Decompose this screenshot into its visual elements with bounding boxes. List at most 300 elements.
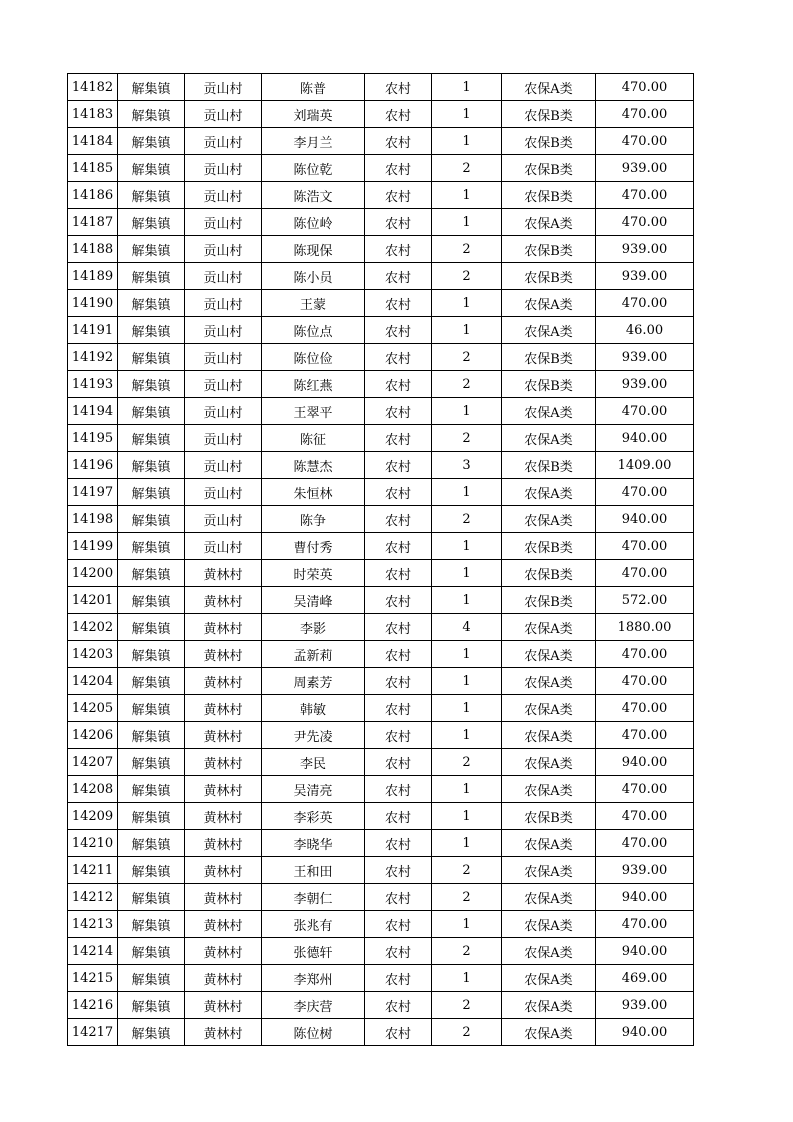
name-cell: 陈红燕: [262, 371, 365, 398]
household-size-cell: 1: [432, 128, 502, 155]
area-type-cell: 农村: [365, 857, 432, 884]
town-cell: 解集镇: [118, 965, 185, 992]
town-cell: 解集镇: [118, 722, 185, 749]
table-row: [68, 938, 694, 965]
amount-cell: 470.00: [596, 128, 694, 155]
amount-cell: 470.00: [596, 182, 694, 209]
table-row: [68, 1019, 694, 1046]
area-type-cell: 农村: [365, 614, 432, 641]
category-cell: 农保A类: [502, 884, 596, 911]
village-cell: 黄林村: [185, 938, 262, 965]
town-cell: 解集镇: [118, 128, 185, 155]
area-type-cell: 农村: [365, 560, 432, 587]
name-cell: 曹付秀: [262, 533, 365, 560]
category-cell: 农保B类: [502, 344, 596, 371]
name-cell: 王和田: [262, 857, 365, 884]
amount-cell: 939.00: [596, 344, 694, 371]
amount-cell: 470.00: [596, 533, 694, 560]
household-size-cell: 1: [432, 479, 502, 506]
name-cell: 陈争: [262, 506, 365, 533]
town-cell: 解集镇: [118, 587, 185, 614]
name-cell: 陈征: [262, 425, 365, 452]
village-cell: 黄林村: [185, 776, 262, 803]
amount-cell: 939.00: [596, 236, 694, 263]
household-size-cell: 1: [432, 722, 502, 749]
household-size-cell: 1: [432, 101, 502, 128]
category-cell: 农保A类: [502, 911, 596, 938]
village-cell: 黄林村: [185, 560, 262, 587]
town-cell: 解集镇: [118, 884, 185, 911]
category-cell: 农保A类: [502, 506, 596, 533]
serial-number-cell: 14191: [68, 317, 118, 344]
name-cell: 时荣英: [262, 560, 365, 587]
amount-cell: 1880.00: [596, 614, 694, 641]
category-cell: 农保A类: [502, 776, 596, 803]
area-type-cell: 农村: [365, 884, 432, 911]
village-cell: 贡山村: [185, 101, 262, 128]
name-cell: 张德轩: [262, 938, 365, 965]
town-cell: 解集镇: [118, 74, 185, 101]
table-row: [68, 263, 694, 290]
name-cell: 周素芳: [262, 668, 365, 695]
household-size-cell: 2: [432, 155, 502, 182]
category-cell: 农保A类: [502, 425, 596, 452]
village-cell: 黄林村: [185, 587, 262, 614]
amount-cell: 469.00: [596, 965, 694, 992]
amount-cell: 940.00: [596, 1019, 694, 1046]
amount-cell: 46.00: [596, 317, 694, 344]
category-cell: 农保B类: [502, 452, 596, 479]
serial-number-cell: 14214: [68, 938, 118, 965]
household-size-cell: 2: [432, 371, 502, 398]
village-cell: 贡山村: [185, 452, 262, 479]
area-type-cell: 农村: [365, 128, 432, 155]
town-cell: 解集镇: [118, 614, 185, 641]
category-cell: 农保B类: [502, 155, 596, 182]
category-cell: 农保B类: [502, 128, 596, 155]
household-size-cell: 2: [432, 992, 502, 1019]
name-cell: 李晓华: [262, 830, 365, 857]
name-cell: 陈普: [262, 74, 365, 101]
village-cell: 贡山村: [185, 128, 262, 155]
serial-number-cell: 14198: [68, 506, 118, 533]
amount-cell: 939.00: [596, 155, 694, 182]
table-row: [68, 776, 694, 803]
area-type-cell: 农村: [365, 425, 432, 452]
category-cell: 农保A类: [502, 938, 596, 965]
household-size-cell: 1: [432, 317, 502, 344]
name-cell: 刘瑞英: [262, 101, 365, 128]
household-size-cell: 1: [432, 911, 502, 938]
village-cell: 黄林村: [185, 884, 262, 911]
household-size-cell: 2: [432, 425, 502, 452]
area-type-cell: 农村: [365, 992, 432, 1019]
table-row: [68, 398, 694, 425]
household-size-cell: 1: [432, 587, 502, 614]
village-cell: 黄林村: [185, 830, 262, 857]
name-cell: 陈现保: [262, 236, 365, 263]
area-type-cell: 农村: [365, 641, 432, 668]
town-cell: 解集镇: [118, 560, 185, 587]
serial-number-cell: 14185: [68, 155, 118, 182]
area-type-cell: 农村: [365, 1019, 432, 1046]
village-cell: 贡山村: [185, 290, 262, 317]
category-cell: 农保B类: [502, 101, 596, 128]
category-cell: 农保A类: [502, 317, 596, 344]
area-type-cell: 农村: [365, 803, 432, 830]
amount-cell: 940.00: [596, 425, 694, 452]
table-row: [68, 155, 694, 182]
category-cell: 农保B类: [502, 560, 596, 587]
household-size-cell: 1: [432, 695, 502, 722]
town-cell: 解集镇: [118, 209, 185, 236]
category-cell: 农保B类: [502, 533, 596, 560]
town-cell: 解集镇: [118, 830, 185, 857]
serial-number-cell: 14206: [68, 722, 118, 749]
category-cell: 农保A类: [502, 749, 596, 776]
name-cell: 陈慧杰: [262, 452, 365, 479]
area-type-cell: 农村: [365, 938, 432, 965]
category-cell: 农保A类: [502, 965, 596, 992]
table-row: [68, 560, 694, 587]
table-row: [68, 344, 694, 371]
records-table-body: [68, 74, 694, 1046]
serial-number-cell: 14216: [68, 992, 118, 1019]
household-size-cell: 1: [432, 182, 502, 209]
village-cell: 黄林村: [185, 857, 262, 884]
name-cell: 李朝仁: [262, 884, 365, 911]
village-cell: 贡山村: [185, 425, 262, 452]
area-type-cell: 农村: [365, 668, 432, 695]
area-type-cell: 农村: [365, 182, 432, 209]
category-cell: 农保A类: [502, 695, 596, 722]
area-type-cell: 农村: [365, 74, 432, 101]
household-size-cell: 1: [432, 641, 502, 668]
serial-number-cell: 14189: [68, 263, 118, 290]
household-size-cell: 1: [432, 668, 502, 695]
category-cell: 农保A类: [502, 290, 596, 317]
village-cell: 贡山村: [185, 506, 262, 533]
village-cell: 黄林村: [185, 992, 262, 1019]
name-cell: 李郑州: [262, 965, 365, 992]
table-row: [68, 911, 694, 938]
area-type-cell: 农村: [365, 290, 432, 317]
table-row: [68, 479, 694, 506]
serial-number-cell: 14203: [68, 641, 118, 668]
serial-number-cell: 14196: [68, 452, 118, 479]
category-cell: 农保A类: [502, 1019, 596, 1046]
area-type-cell: 农村: [365, 101, 432, 128]
records-table: [67, 73, 694, 1046]
table-row: [68, 857, 694, 884]
town-cell: 解集镇: [118, 803, 185, 830]
name-cell: 李彩英: [262, 803, 365, 830]
village-cell: 黄林村: [185, 749, 262, 776]
village-cell: 黄林村: [185, 614, 262, 641]
amount-cell: 470.00: [596, 290, 694, 317]
village-cell: 黄林村: [185, 803, 262, 830]
table-row: [68, 884, 694, 911]
area-type-cell: 农村: [365, 830, 432, 857]
household-size-cell: 2: [432, 884, 502, 911]
amount-cell: 470.00: [596, 560, 694, 587]
amount-cell: 470.00: [596, 776, 694, 803]
household-size-cell: 1: [432, 209, 502, 236]
serial-number-cell: 14208: [68, 776, 118, 803]
category-cell: 农保B类: [502, 587, 596, 614]
name-cell: 陈小员: [262, 263, 365, 290]
town-cell: 解集镇: [118, 479, 185, 506]
amount-cell: 470.00: [596, 209, 694, 236]
town-cell: 解集镇: [118, 911, 185, 938]
name-cell: 朱恒林: [262, 479, 365, 506]
table-row: [68, 587, 694, 614]
serial-number-cell: 14207: [68, 749, 118, 776]
household-size-cell: 2: [432, 857, 502, 884]
name-cell: 李影: [262, 614, 365, 641]
name-cell: 吴清峰: [262, 587, 365, 614]
household-size-cell: 1: [432, 830, 502, 857]
amount-cell: 470.00: [596, 695, 694, 722]
table-row: [68, 965, 694, 992]
table-row: [68, 506, 694, 533]
amount-cell: 939.00: [596, 857, 694, 884]
table-row: [68, 641, 694, 668]
category-cell: 农保A类: [502, 830, 596, 857]
area-type-cell: 农村: [365, 965, 432, 992]
area-type-cell: 农村: [365, 695, 432, 722]
table-row: [68, 533, 694, 560]
area-type-cell: 农村: [365, 452, 432, 479]
area-type-cell: 农村: [365, 533, 432, 560]
amount-cell: 470.00: [596, 803, 694, 830]
name-cell: 王翠平: [262, 398, 365, 425]
household-size-cell: 2: [432, 236, 502, 263]
serial-number-cell: 14213: [68, 911, 118, 938]
village-cell: 贡山村: [185, 479, 262, 506]
household-size-cell: 2: [432, 344, 502, 371]
serial-number-cell: 14194: [68, 398, 118, 425]
town-cell: 解集镇: [118, 344, 185, 371]
household-size-cell: 2: [432, 263, 502, 290]
table-row: [68, 101, 694, 128]
village-cell: 贡山村: [185, 74, 262, 101]
town-cell: 解集镇: [118, 398, 185, 425]
table-row: [68, 749, 694, 776]
category-cell: 农保B类: [502, 371, 596, 398]
serial-number-cell: 14187: [68, 209, 118, 236]
serial-number-cell: 14210: [68, 830, 118, 857]
amount-cell: 470.00: [596, 830, 694, 857]
village-cell: 贡山村: [185, 155, 262, 182]
town-cell: 解集镇: [118, 1019, 185, 1046]
table-row: [68, 182, 694, 209]
serial-number-cell: 14202: [68, 614, 118, 641]
village-cell: 黄林村: [185, 668, 262, 695]
household-size-cell: 1: [432, 560, 502, 587]
category-cell: 农保A类: [502, 614, 596, 641]
household-size-cell: 1: [432, 776, 502, 803]
amount-cell: 470.00: [596, 911, 694, 938]
category-cell: 农保A类: [502, 857, 596, 884]
area-type-cell: 农村: [365, 398, 432, 425]
area-type-cell: 农村: [365, 344, 432, 371]
category-cell: 农保B类: [502, 803, 596, 830]
town-cell: 解集镇: [118, 155, 185, 182]
name-cell: 陈位树: [262, 1019, 365, 1046]
household-size-cell: 2: [432, 1019, 502, 1046]
name-cell: 陈位乾: [262, 155, 365, 182]
amount-cell: 939.00: [596, 371, 694, 398]
town-cell: 解集镇: [118, 533, 185, 560]
area-type-cell: 农村: [365, 317, 432, 344]
serial-number-cell: 14205: [68, 695, 118, 722]
table-row: [68, 803, 694, 830]
town-cell: 解集镇: [118, 749, 185, 776]
serial-number-cell: 14188: [68, 236, 118, 263]
name-cell: 李庆营: [262, 992, 365, 1019]
amount-cell: 470.00: [596, 479, 694, 506]
category-cell: 农保A类: [502, 74, 596, 101]
household-size-cell: 2: [432, 938, 502, 965]
village-cell: 黄林村: [185, 695, 262, 722]
village-cell: 黄林村: [185, 911, 262, 938]
name-cell: 陈位岭: [262, 209, 365, 236]
town-cell: 解集镇: [118, 992, 185, 1019]
area-type-cell: 农村: [365, 506, 432, 533]
town-cell: 解集镇: [118, 695, 185, 722]
area-type-cell: 农村: [365, 479, 432, 506]
town-cell: 解集镇: [118, 938, 185, 965]
area-type-cell: 农村: [365, 749, 432, 776]
amount-cell: 470.00: [596, 74, 694, 101]
area-type-cell: 农村: [365, 236, 432, 263]
town-cell: 解集镇: [118, 506, 185, 533]
serial-number-cell: 14215: [68, 965, 118, 992]
category-cell: 农保A类: [502, 479, 596, 506]
serial-number-cell: 14190: [68, 290, 118, 317]
name-cell: 张兆有: [262, 911, 365, 938]
town-cell: 解集镇: [118, 452, 185, 479]
village-cell: 贡山村: [185, 398, 262, 425]
household-size-cell: 1: [432, 965, 502, 992]
serial-number-cell: 14211: [68, 857, 118, 884]
household-size-cell: 1: [432, 803, 502, 830]
table-row: [68, 74, 694, 101]
name-cell: 陈浩文: [262, 182, 365, 209]
category-cell: 农保A类: [502, 398, 596, 425]
table-row: [68, 695, 694, 722]
serial-number-cell: 14197: [68, 479, 118, 506]
serial-number-cell: 14204: [68, 668, 118, 695]
table-row: [68, 209, 694, 236]
name-cell: 吴清亮: [262, 776, 365, 803]
village-cell: 贡山村: [185, 533, 262, 560]
area-type-cell: 农村: [365, 722, 432, 749]
town-cell: 解集镇: [118, 263, 185, 290]
village-cell: 贡山村: [185, 344, 262, 371]
amount-cell: 940.00: [596, 506, 694, 533]
serial-number-cell: 14195: [68, 425, 118, 452]
name-cell: 李月兰: [262, 128, 365, 155]
household-size-cell: 1: [432, 533, 502, 560]
serial-number-cell: 14183: [68, 101, 118, 128]
amount-cell: 940.00: [596, 884, 694, 911]
town-cell: 解集镇: [118, 425, 185, 452]
serial-number-cell: 14199: [68, 533, 118, 560]
serial-number-cell: 14217: [68, 1019, 118, 1046]
category-cell: 农保A类: [502, 668, 596, 695]
amount-cell: 470.00: [596, 641, 694, 668]
serial-number-cell: 14212: [68, 884, 118, 911]
area-type-cell: 农村: [365, 587, 432, 614]
serial-number-cell: 14201: [68, 587, 118, 614]
village-cell: 黄林村: [185, 722, 262, 749]
town-cell: 解集镇: [118, 101, 185, 128]
village-cell: 贡山村: [185, 209, 262, 236]
table-row: [68, 614, 694, 641]
area-type-cell: 农村: [365, 911, 432, 938]
serial-number-cell: 14193: [68, 371, 118, 398]
serial-number-cell: 14186: [68, 182, 118, 209]
amount-cell: 1409.00: [596, 452, 694, 479]
household-size-cell: 3: [432, 452, 502, 479]
town-cell: 解集镇: [118, 182, 185, 209]
area-type-cell: 农村: [365, 155, 432, 182]
serial-number-cell: 14200: [68, 560, 118, 587]
area-type-cell: 农村: [365, 263, 432, 290]
household-size-cell: 4: [432, 614, 502, 641]
town-cell: 解集镇: [118, 857, 185, 884]
table-row: [68, 236, 694, 263]
category-cell: 农保B类: [502, 236, 596, 263]
table-row: [68, 722, 694, 749]
table-row: [68, 317, 694, 344]
name-cell: 李民: [262, 749, 365, 776]
town-cell: 解集镇: [118, 641, 185, 668]
name-cell: 尹先凌: [262, 722, 365, 749]
serial-number-cell: 14184: [68, 128, 118, 155]
amount-cell: 940.00: [596, 749, 694, 776]
area-type-cell: 农村: [365, 776, 432, 803]
village-cell: 黄林村: [185, 641, 262, 668]
name-cell: 陈位俭: [262, 344, 365, 371]
amount-cell: 470.00: [596, 668, 694, 695]
name-cell: 韩敏: [262, 695, 365, 722]
amount-cell: 939.00: [596, 992, 694, 1019]
village-cell: 贡山村: [185, 236, 262, 263]
household-size-cell: 1: [432, 398, 502, 425]
category-cell: 农保A类: [502, 992, 596, 1019]
town-cell: 解集镇: [118, 371, 185, 398]
village-cell: 黄林村: [185, 1019, 262, 1046]
name-cell: 陈位点: [262, 317, 365, 344]
serial-number-cell: 14192: [68, 344, 118, 371]
household-size-cell: 2: [432, 506, 502, 533]
area-type-cell: 农村: [365, 371, 432, 398]
village-cell: 贡山村: [185, 317, 262, 344]
amount-cell: 939.00: [596, 263, 694, 290]
household-size-cell: 1: [432, 290, 502, 317]
amount-cell: 470.00: [596, 398, 694, 425]
name-cell: 王蒙: [262, 290, 365, 317]
table-row: [68, 452, 694, 479]
household-size-cell: 2: [432, 749, 502, 776]
table-row: [68, 425, 694, 452]
amount-cell: 572.00: [596, 587, 694, 614]
household-size-cell: 1: [432, 74, 502, 101]
amount-cell: 470.00: [596, 722, 694, 749]
